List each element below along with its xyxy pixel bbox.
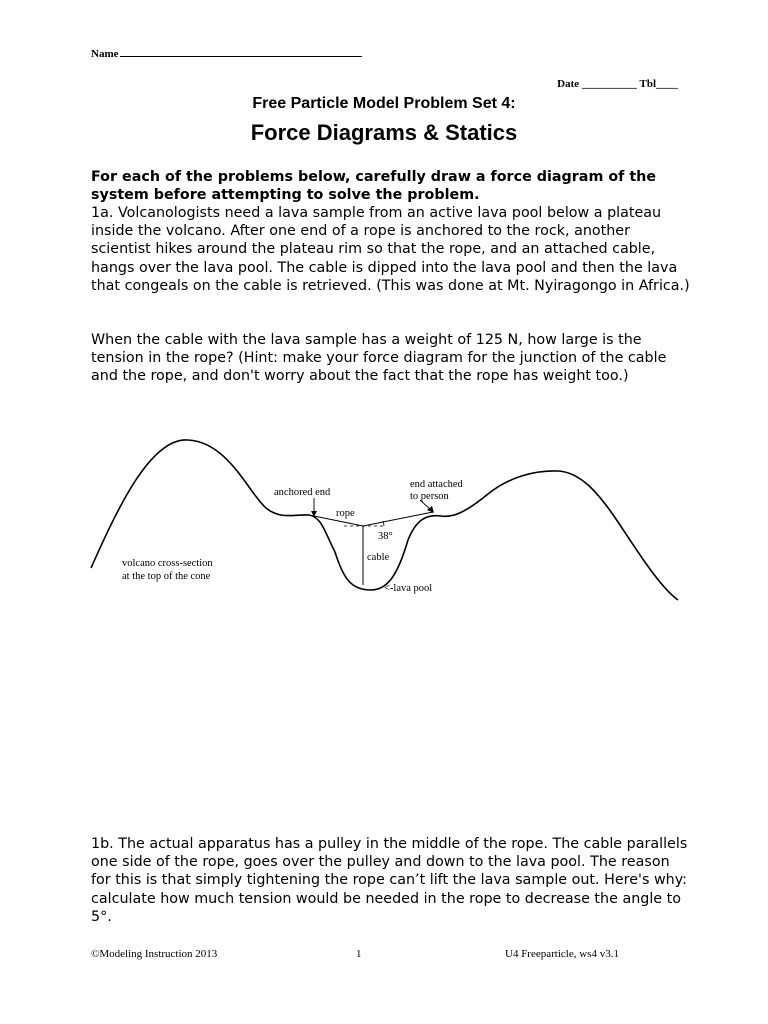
name-field <box>91 46 362 60</box>
name-blank-line <box>120 46 362 57</box>
name-label: Name <box>91 48 119 60</box>
date-label: Date <box>557 78 580 90</box>
page-subtitle: Free Particle Model Problem Set 4: <box>252 95 516 112</box>
date-blank: __________ <box>581 78 637 90</box>
label-rope: rope <box>336 508 355 519</box>
label-cable: cable <box>367 552 390 563</box>
label-top-of-cone: at the top of the cone <box>122 571 211 582</box>
problem-1a-text: 1a. Volcanologists need a lava sample from an active lava pool below a plateau inside the volcano. After one end of a rope is anchored to the rock, another scientist hikes around the plateau rim so that the rope, and an attached cable, hangs over the lava pool. The cable is dipped into the lava pool and then the lava that congeals on the cable is retrieved. (This was done at Mt. Nyiragongo in Africa.) <box>91 205 690 294</box>
label-angle: 38° <box>378 531 393 542</box>
label-volcano-cross-section: volcano cross-section <box>122 558 213 569</box>
volcano-diagram <box>88 432 680 604</box>
instructions-text: For each of the problems below, carefully draw a force diagram of the system before attempting to solve the problem. <box>91 169 657 203</box>
footer-copyright: ©Modeling Instruction 2013 <box>91 948 218 960</box>
date-tbl-field <box>557 78 678 90</box>
label-to-person: to person <box>410 491 449 502</box>
footer-version: U4 Freeparticle, ws4 v3.1 <box>505 948 619 960</box>
label-anchored-end: anchored end <box>274 487 331 498</box>
tbl-blank: ____ <box>656 78 678 90</box>
tbl-label: Tbl <box>639 78 656 90</box>
label-end-attached: end attached <box>410 479 463 490</box>
footer-page-number: 1 <box>356 948 362 960</box>
problem-1b-text: 1b. The actual apparatus has a pulley in the middle of the rope. The cable parallels one side of the rope, goes over the pulley and down to the lava pool. The reason for this is that simply tightening the rope can’t lift the lava sample out. Here's why: calculate how much tension would be needed in the rope to decrease the angle to 5°. <box>91 836 688 925</box>
page-title: Force Diagrams & Statics <box>250 120 518 145</box>
problem-1a-question: When the cable with the lava sample has a weight of 125 N, how large is the tension in the rope? (Hint: make your force diagram for the junction of the cable and the rope, and don't worry about the fact that the rope has weight too.) <box>91 332 667 385</box>
label-lava-pool: <-lava pool <box>384 583 433 594</box>
